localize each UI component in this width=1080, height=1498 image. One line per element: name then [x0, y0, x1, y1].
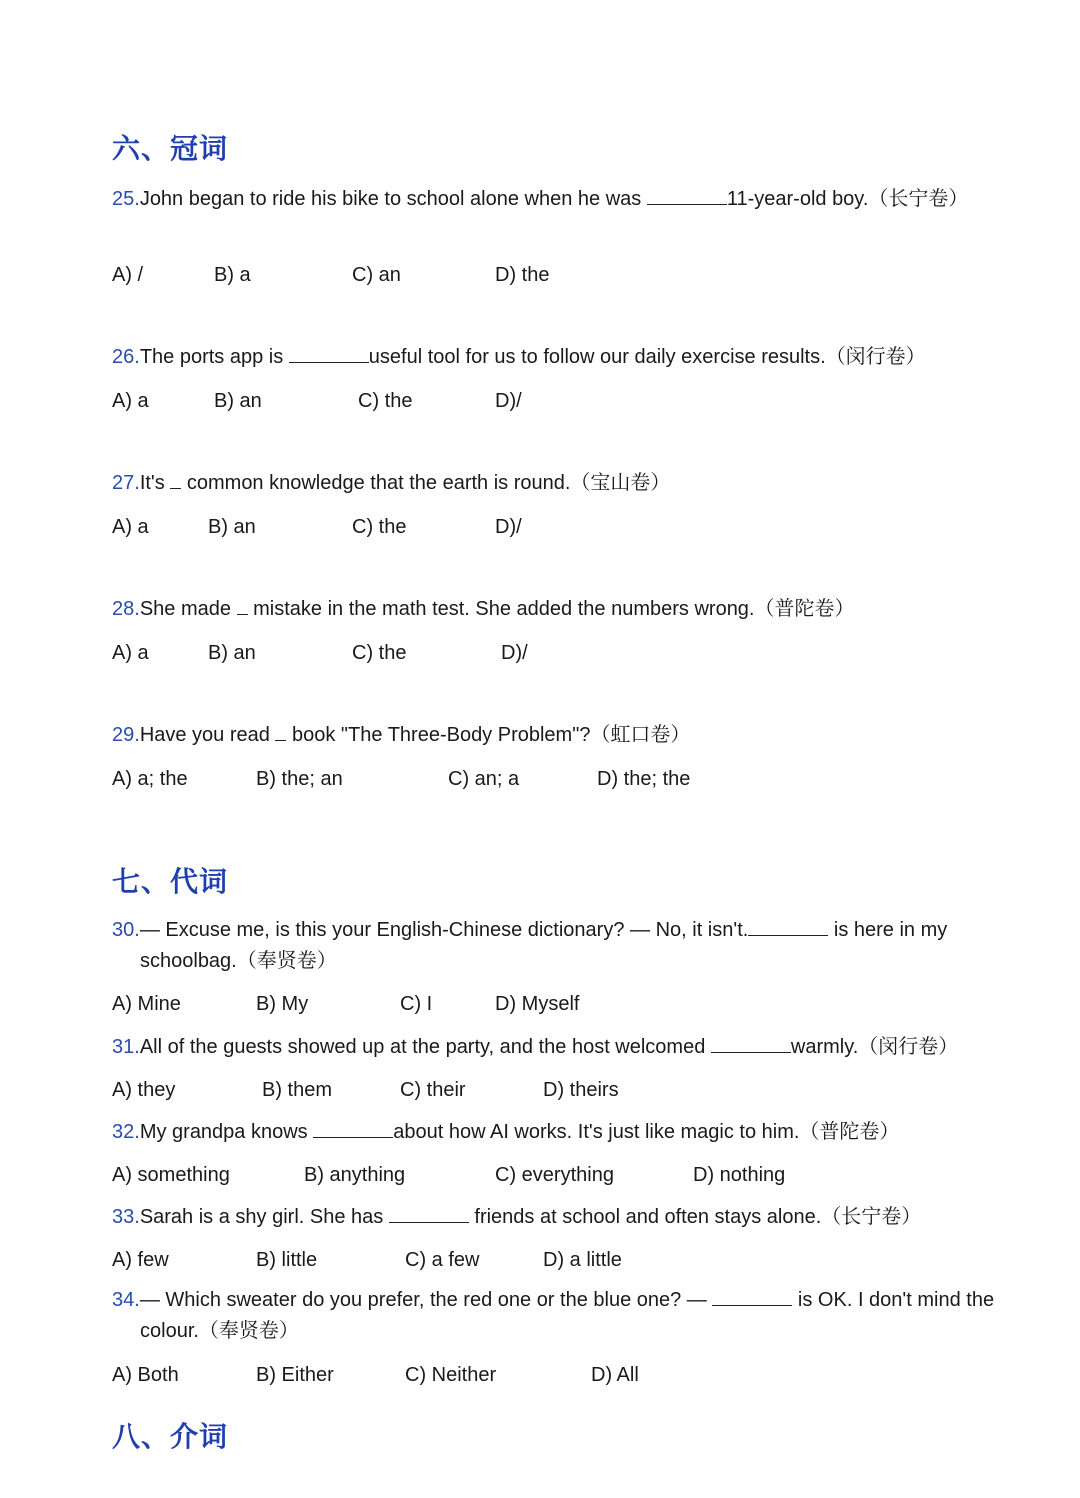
section-heading-pronouns: 七、代词 — [112, 866, 229, 897]
question-number: 31. — [112, 1036, 140, 1058]
option-b[interactable]: B) them — [262, 1079, 333, 1101]
question-text: The ports app is — [139, 346, 289, 368]
option-a[interactable]: A) a — [112, 642, 149, 664]
option-b[interactable]: B) an — [214, 390, 262, 412]
options-27 — [112, 512, 992, 542]
section-heading-prepositions: 八、介词 — [112, 1421, 229, 1452]
option-c[interactable]: C) the — [358, 390, 413, 412]
question-28 — [112, 594, 1010, 625]
option-c[interactable]: C) I — [400, 993, 433, 1015]
question-34 — [112, 1285, 1010, 1347]
option-c[interactable]: C) their — [400, 1079, 466, 1101]
option-a[interactable]: A) Both — [112, 1364, 179, 1386]
option-d[interactable]: D) the; the — [597, 768, 691, 790]
question-25 — [112, 184, 1010, 215]
option-c[interactable]: C) everything — [495, 1164, 614, 1186]
question-text: All of the guests showed up at the party, and the host welcomed — [139, 1036, 711, 1058]
question-text: It's — [139, 472, 171, 494]
option-c[interactable]: C) a few — [405, 1249, 480, 1271]
option-a[interactable]: A) something — [112, 1164, 230, 1186]
question-number: 25. — [112, 188, 140, 210]
question-number: 27. — [112, 472, 140, 494]
question-number: 26. — [112, 346, 140, 368]
answer-blank[interactable] — [748, 917, 828, 936]
question-text: book "The Three-Body Problem"?（虹口卷） — [286, 724, 691, 746]
option-d[interactable]: D) the — [495, 264, 550, 286]
answer-blank[interactable] — [237, 596, 248, 615]
question-26 — [112, 342, 1010, 373]
option-a[interactable]: A) / — [112, 264, 144, 286]
option-a[interactable]: A) Mine — [112, 993, 181, 1015]
question-number: 33. — [112, 1206, 140, 1228]
question-number: 30. — [112, 919, 140, 941]
question-text: mistake in the math test. She added the numbers wrong.（普陀卷） — [247, 598, 855, 620]
question-30 — [112, 915, 1010, 977]
option-a[interactable]: A) a — [112, 516, 149, 538]
question-text: My grandpa knows — [139, 1121, 314, 1143]
answer-blank[interactable] — [289, 344, 369, 363]
question-text: — Which sweater do you prefer, the red one or the blue one? — — [139, 1289, 713, 1311]
question-text: She made — [139, 598, 237, 620]
option-c[interactable]: C) an — [352, 264, 401, 286]
option-b[interactable]: B) Either — [256, 1364, 334, 1386]
question-31 — [112, 1032, 1010, 1063]
question-text: Have you read — [139, 724, 276, 746]
option-c[interactable]: C) an; a — [448, 768, 520, 790]
answer-blank[interactable] — [389, 1204, 469, 1223]
question-text: 11-year-old boy.（长宁卷） — [726, 188, 969, 210]
question-text: common knowledge that the earth is round.（宝山卷） — [181, 472, 671, 494]
question-text: is here in my schoolbag.（奉贤卷） — [140, 919, 948, 972]
option-d[interactable]: D)/ — [495, 516, 522, 538]
options-29 — [112, 764, 992, 794]
option-c[interactable]: C) the — [352, 516, 407, 538]
option-a[interactable]: A) they — [112, 1079, 176, 1101]
option-d[interactable]: D) Myself — [495, 993, 580, 1015]
option-c[interactable]: C) Neither — [405, 1364, 497, 1386]
options-28 — [112, 638, 992, 668]
question-text: warmly.（闵行卷） — [790, 1036, 959, 1058]
option-d[interactable]: D) theirs — [543, 1079, 619, 1101]
question-text: is OK. I don't mind the colour.（奉贤卷） — [140, 1289, 995, 1342]
option-d[interactable]: D)/ — [501, 642, 528, 664]
option-a[interactable]: A) few — [112, 1249, 169, 1271]
option-b[interactable]: B) an — [208, 642, 256, 664]
answer-blank[interactable] — [170, 470, 181, 489]
option-a[interactable]: A) a — [112, 390, 149, 412]
options-33 — [112, 1245, 992, 1275]
answer-blank[interactable] — [711, 1034, 791, 1053]
question-32 — [112, 1117, 1010, 1148]
option-b[interactable]: B) an — [208, 516, 256, 538]
option-d[interactable]: D) All — [591, 1364, 639, 1386]
option-d[interactable]: D) nothing — [693, 1164, 786, 1186]
options-30 — [112, 989, 992, 1019]
question-text: — Excuse me, is this your English-Chinese dictionary? — No, it isn't. — [139, 919, 749, 941]
question-number: 28. — [112, 598, 140, 620]
answer-blank[interactable] — [647, 186, 727, 205]
option-b[interactable]: B) the; an — [256, 768, 343, 790]
question-text: friends at school and often stays alone.（长宁卷） — [468, 1206, 922, 1228]
options-32 — [112, 1160, 992, 1190]
question-text: about how AI works. It's just like magic to him.（普陀卷） — [393, 1121, 900, 1143]
answer-blank[interactable] — [275, 722, 286, 741]
question-33 — [112, 1202, 1010, 1233]
option-b[interactable]: B) My — [256, 993, 309, 1015]
question-text: Sarah is a shy girl. She has — [139, 1206, 389, 1228]
options-34 — [112, 1360, 992, 1390]
option-b[interactable]: B) little — [256, 1249, 318, 1271]
question-27 — [112, 468, 1010, 499]
option-c[interactable]: C) the — [352, 642, 407, 664]
option-b[interactable]: B) a — [214, 264, 251, 286]
question-text: useful tool for us to follow our daily exercise results.（闵行卷） — [368, 346, 926, 368]
option-d[interactable]: D)/ — [495, 390, 522, 412]
question-number: 32. — [112, 1121, 140, 1143]
options-25 — [112, 260, 992, 290]
option-b[interactable]: B) anything — [304, 1164, 406, 1186]
question-number: 34. — [112, 1289, 140, 1311]
question-number: 29. — [112, 724, 140, 746]
answer-blank[interactable] — [313, 1119, 393, 1138]
answer-blank[interactable] — [712, 1287, 792, 1306]
section-heading-articles: 六、冠词 — [112, 133, 229, 164]
option-a[interactable]: A) a; the — [112, 768, 188, 790]
options-26 — [112, 386, 992, 416]
option-d[interactable]: D) a little — [543, 1249, 622, 1271]
question-text: John began to ride his bike to school alone when he was — [139, 188, 647, 210]
question-29 — [112, 720, 1010, 751]
options-31 — [112, 1075, 992, 1105]
